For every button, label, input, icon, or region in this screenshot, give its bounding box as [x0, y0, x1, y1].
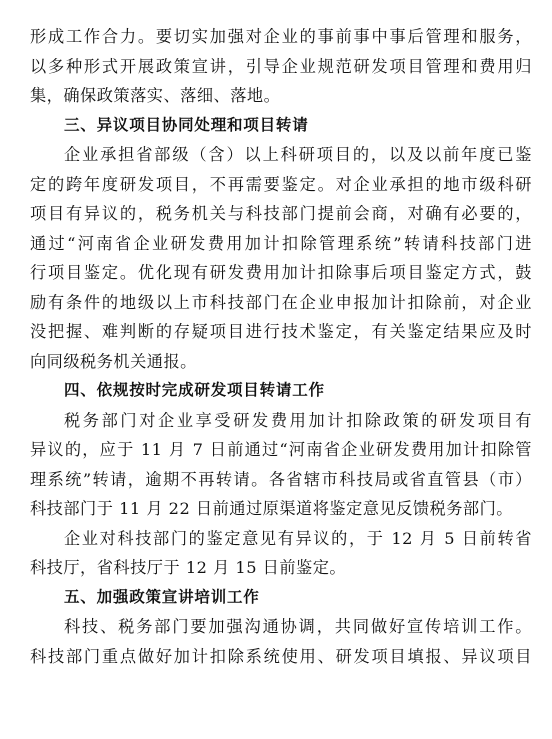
- text-line: 行项目鉴定。优化现有研发费用加计扣除事后项目鉴定方式，鼓: [30, 263, 532, 282]
- text-line: 向同级税务机关通报。: [30, 351, 197, 371]
- section-heading: 四、依规按时完成研发项目转请工作: [64, 381, 325, 399]
- text-line: 企业承担省部级（含）以上科研项目的，以及以前年度已鉴: [64, 145, 532, 164]
- text-line: 科技、税务部门要加强沟通协调，共同做好宣传培训工作。: [64, 617, 532, 636]
- text-line: 科技厅，省科技厅于 12 月 15 日前鉴定。: [30, 558, 347, 577]
- text-line: 科技部门于 11 月 22 日前通过原渠道将鉴定意见反馈税务部门。: [30, 499, 513, 518]
- text-line: 以多种形式开展政策宣讲，引导企业规范研发项目管理和费用归: [30, 56, 532, 76]
- text-line: 定的跨年度研发项目，不再需要鉴定。对企业承担的地市级科研: [30, 174, 532, 194]
- text-line: 企业对科技部门的鉴定意见有异议的，于 12 月 5 日前转省: [64, 528, 532, 548]
- document-body: [30, 22, 532, 671]
- text-line: 理系统”转请，逾期不再转请。各省辖市科技局或省直管县（市）: [30, 469, 532, 489]
- text-line: 没把握、难判断的存疑项目进行技术鉴定，有关鉴定结果应及时: [30, 322, 532, 341]
- text-line: 项目有异议的，税务机关与科技部门提前会商，对确有必要的，: [30, 204, 532, 223]
- text-line: 通过“河南省企业研发费用加计扣除管理系统”转请科技部门进: [30, 233, 532, 253]
- text-line: 集，确保政策落实、落细、落地。: [30, 86, 281, 105]
- text-line: 科技部门重点做好加计扣除系统使用、研发项目填报、异议项目: [30, 646, 532, 666]
- text-line: 税务部门对企业享受研发费用加计扣除政策的研发项目有: [64, 410, 532, 430]
- section-heading: 五、加强政策宣讲培训工作: [64, 587, 260, 606]
- text-line: 励有条件的地级以上市科技部门在企业申报加计扣除前，对企业: [30, 292, 532, 312]
- text-line: 异议的，应于 11 月 7 日前通过“河南省企业研发费用加计扣除管: [30, 440, 532, 459]
- text-line: 形成工作合力。要切实加强对企业的事前事中事后管理和服务，: [30, 27, 532, 46]
- section-heading: 三、异议项目协同处理和项目转请: [64, 115, 309, 134]
